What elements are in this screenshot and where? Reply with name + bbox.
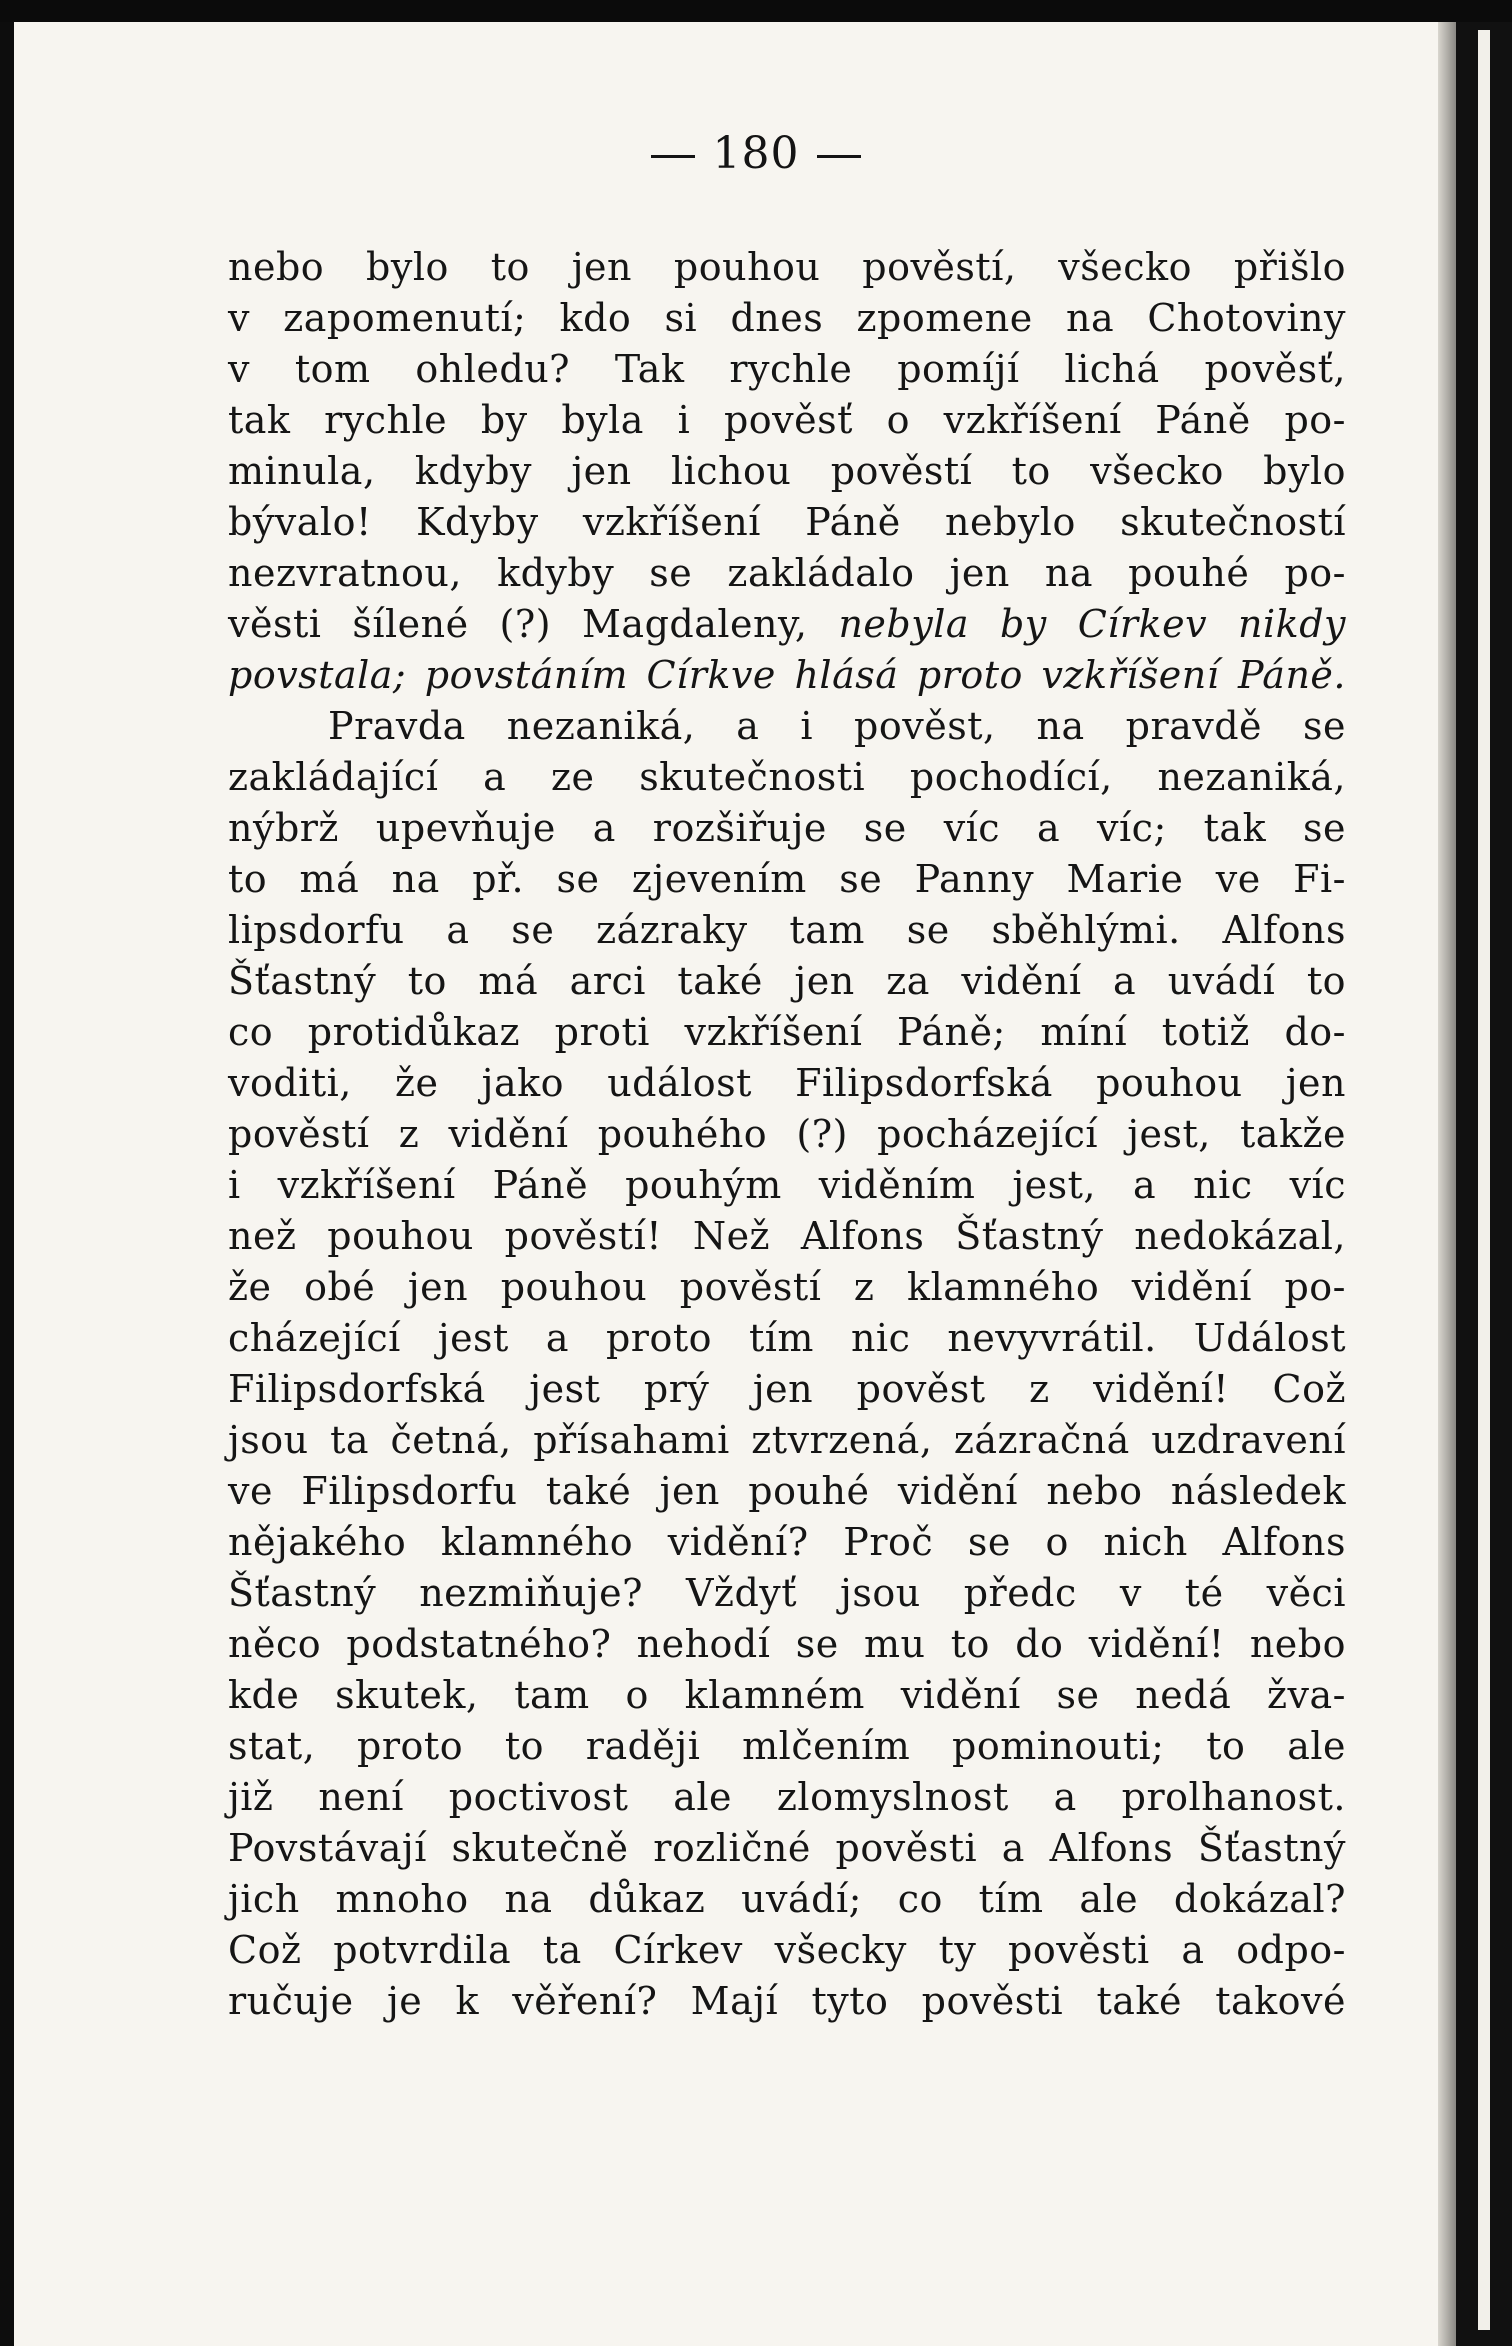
text-line: to má na př. se zjevením se Panny Marie ve Fi-	[228, 857, 1346, 901]
text-line: lipsdorfu a se zázraky tam se sběhlými. Alfons	[228, 908, 1346, 952]
text-line: ručuje je k věření? Mají tyto pověsti také takové	[228, 1979, 1346, 2023]
text-line: již není poctivost ale zlomyslnost a prolhanost.	[228, 1775, 1346, 1819]
emphasis-line: povstala; povstáním Církve hlásá proto vzkříšení Páně.	[228, 653, 1346, 697]
text-line: jsou ta četná, přísahami ztvrzená, zázračná uzdravení	[228, 1418, 1346, 1462]
text-line: ve Filipsdorfu také jen pouhé vidění nebo následek	[228, 1469, 1346, 1513]
text-line: nebo bylo to jen pouhou pověstí, všecko přišlo	[228, 245, 1346, 289]
text-line: nezvratnou, kdyby se zakládalo jen na pouhé po-	[228, 551, 1346, 595]
text-line: než pouhou pověstí! Než Alfons Šťastný nedokázal,	[228, 1214, 1346, 1258]
text-line: i vzkříšení Páně pouhým viděním jest, a nic víc	[228, 1163, 1346, 1207]
text-line: v zapomenutí; kdo si dnes zpomene na Chotoviny	[228, 296, 1346, 340]
text-line: stat, proto to raději mlčením pominouti; to ale	[228, 1724, 1346, 1768]
text-line: kde skutek, tam o klamném vidění se nedá žva-	[228, 1673, 1346, 1717]
text-line: Což potvrdila ta Církev všecky ty pověsti a odpo-	[228, 1928, 1346, 1972]
text-line: nějakého klamného vidění? Proč se o nich Alfons	[228, 1520, 1346, 1564]
next-page-edge	[1478, 30, 1490, 2330]
text-line: Povstávají skutečně rozličné pověsti a Alfons Šťastný	[228, 1826, 1346, 1870]
text-line: voditi, že jako událost Filipsdorfská pouhou jen	[228, 1061, 1346, 1105]
text-line: něco podstatného? nehodí se mu to do vidění! nebo	[228, 1622, 1346, 1666]
text-line: pověstí z vidění pouhého (?) pocházející jest, takže	[228, 1112, 1346, 1156]
emphasis-text: nebyla by Církev nikdy	[838, 602, 1346, 646]
text-line: jich mnoho na důkaz uvádí; co tím ale dokázal?	[228, 1877, 1346, 1921]
text-line-part: věsti šílené (?) Magdaleny,	[228, 602, 808, 646]
text-line: Filipsdorfská jest prý jen pověst z vidění! Což	[228, 1367, 1346, 1411]
text-line: Šťastný nezmiňuje? Vždyť jsou předc v té věci	[228, 1571, 1346, 1615]
text-line: Šťastný to má arci také jen za vidění a uvádí to	[228, 959, 1346, 1003]
text-line: v tom ohledu? Tak rychle pomíjí lichá pověsť,	[228, 347, 1346, 391]
page-number	[0, 128, 1512, 179]
text-line: bývalo! Kdyby vzkříšení Páně nebylo skutečností	[228, 500, 1346, 544]
text-line-mixed	[228, 599, 1346, 650]
body-text	[228, 242, 1346, 2027]
text-line: cházející jest a proto tím nic nevyvrátil. Událost	[228, 1316, 1346, 1360]
page-number-value: 180	[712, 128, 800, 179]
scan-border-top	[0, 0, 1512, 22]
text-line: že obé jen pouhou pověstí z klamného vidění po-	[228, 1265, 1346, 1309]
text-line: co protidůkaz proti vzkříšení Páně; míní totiž do-	[228, 1010, 1346, 1054]
page-number-dash-left	[651, 155, 695, 158]
text-line: tak rychle by byla i pověsť o vzkříšení Páně po-	[228, 398, 1346, 442]
page-edge-shadow	[1438, 22, 1456, 2346]
text-line: zakládající a ze skutečnosti pochodící, nezaniká,	[228, 755, 1346, 799]
paragraph-start: Pravda nezaniká, a i pověst, na pravdě se	[328, 704, 1346, 748]
page-number-dash-right	[817, 155, 861, 158]
text-line: nýbrž upevňuje a rozšiřuje se víc a víc; tak se	[228, 806, 1346, 850]
text-line: minula, kdyby jen lichou pověstí to všecko bylo	[228, 449, 1346, 493]
